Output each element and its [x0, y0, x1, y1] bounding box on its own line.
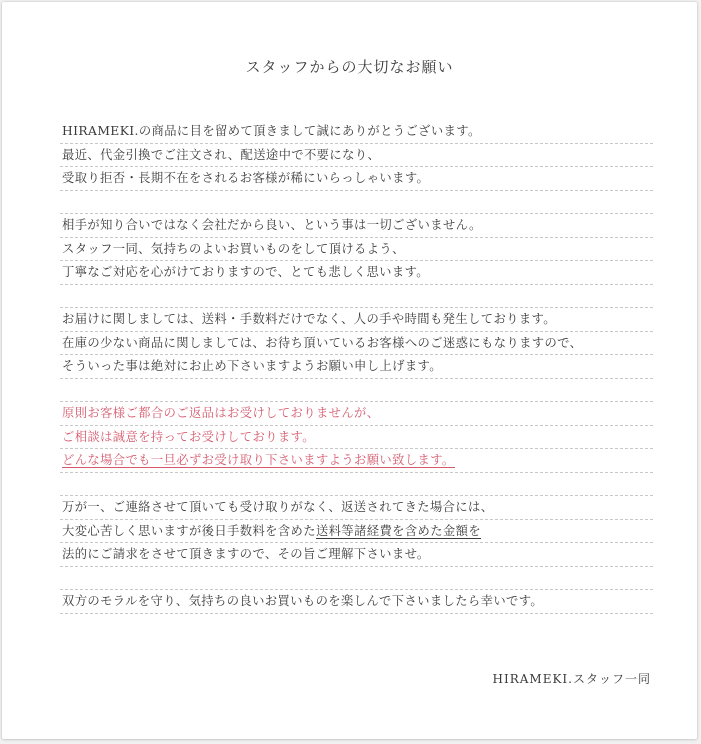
- notice-line: 丁寧なご対応を心がけておりますので、とても悲しく思います。: [60, 261, 653, 285]
- notice-line: 相手が知り合いではなく会社だから良い、という事は一切ございません。: [60, 214, 653, 238]
- notice-line-text: 大変心苦しく思いますが後日手数料を含めた: [62, 523, 316, 538]
- notice-line: そういった事は絶対にお止め下さいますようお願い申し上げます。: [60, 355, 653, 379]
- notice-warning-emphasis: どんな場合でも一旦必ずお受け取り下さいますようお願い致します。: [62, 453, 455, 467]
- notice-line: [60, 520, 653, 544]
- notice-line: HIRAMEKI.の商品に目を留めて頂きまして誠にありがとうございます。: [60, 120, 653, 144]
- notice-line-emphasis: 送料等諸経費を含めた金額を: [315, 523, 482, 538]
- notice-line: 法的にご請求をさせて頂きますので、その旨ご理解下さいませ。: [60, 543, 653, 567]
- notice-blank-line: [60, 567, 653, 591]
- notice-body: [60, 120, 653, 614]
- notice-line: 在庫の少ない商品に関しましては、お待ち頂いているお客様へのご迷惑にもなりますので、: [60, 332, 653, 356]
- notice-line: 双方のモラルを守り、気持ちの良いお買いものを楽しんで下さいましたら幸いです。: [60, 590, 653, 614]
- notice-warning-line: [60, 449, 653, 473]
- notice-blank-line: [60, 379, 653, 403]
- notice-warning-line: ご相談は誠意を持ってお受けしております。: [60, 426, 653, 450]
- notice-line: スタッフ一同、気持ちのよいお買いものをして頂けるよう、: [60, 238, 653, 262]
- signature: HIRAMEKI.スタッフ一同: [492, 672, 651, 686]
- notice-line: お届けに関しましては、送料・手数料だけでなく、人の手や時間も発生しております。: [60, 308, 653, 332]
- notice-blank-line: [60, 191, 653, 215]
- notice-paper: [2, 2, 697, 739]
- notice-line: 受取り拒否・長期不在をされるお客様が稀にいらっしゃいます。: [60, 167, 653, 191]
- notice-blank-line: [60, 285, 653, 309]
- page-title: スタッフからの大切なお願い: [245, 58, 454, 76]
- notice-line: 最近、代金引換でご注文され、配送途中で不要になり、: [60, 144, 653, 168]
- notice-line: 万が一、ご連絡させて頂いても受け取りがなく、返送されてきた場合には、: [60, 496, 653, 520]
- notice-warning-line: 原則お客様ご都合のご返品はお受けしておりませんが、: [60, 402, 653, 426]
- notice-blank-line: [60, 473, 653, 497]
